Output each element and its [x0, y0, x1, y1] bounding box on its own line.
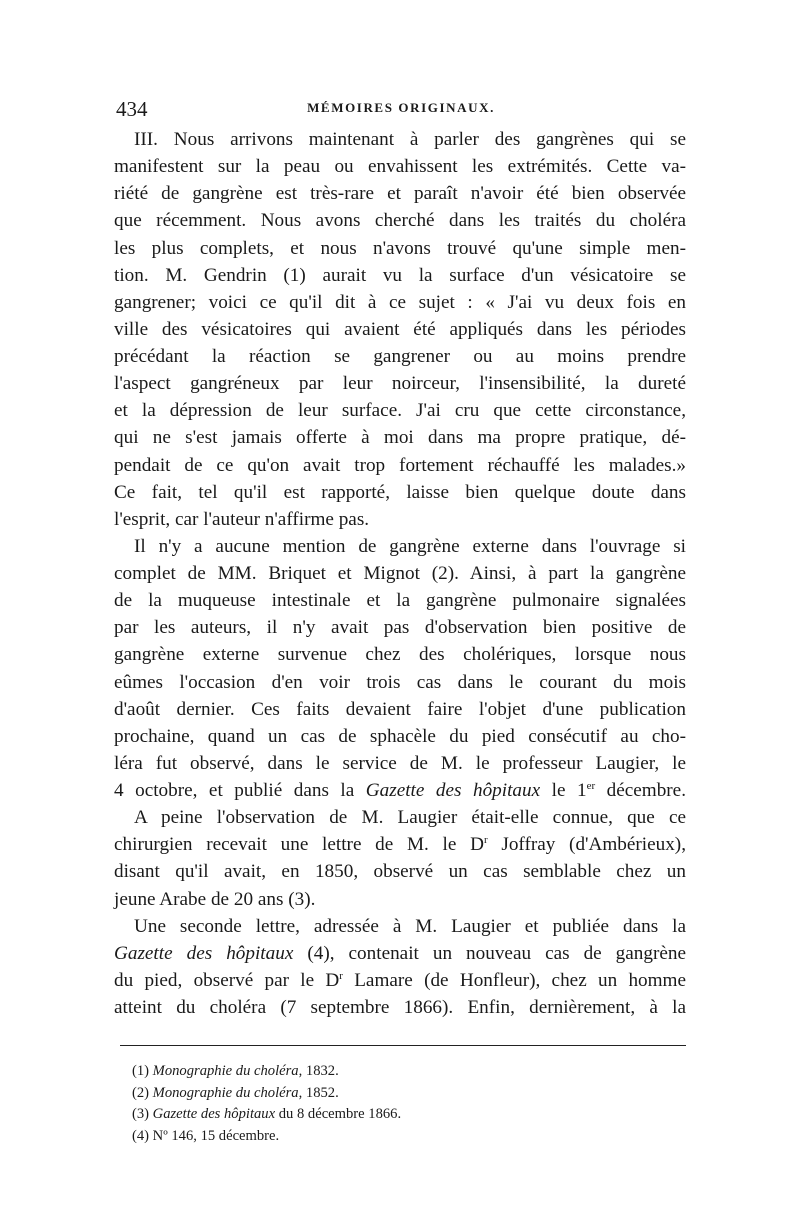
- footnote-title: Monographie du choléra: [152, 1063, 299, 1079]
- text-run: 4 octobre, et publié dans la: [114, 780, 366, 801]
- footnote-title: Monographie du choléra: [152, 1084, 299, 1101]
- superscript: r: [483, 834, 488, 847]
- text-line: que récemment. Nous avons cherché dans les traités du choléra: [114, 210, 686, 232]
- text-run: le 1: [540, 780, 587, 801]
- text-run: chirurgien recevait une lettre de M. le D: [114, 834, 484, 856]
- text-line: atteint du choléra (7 septembre 1866). Enfin, dernièrement, à la: [114, 997, 686, 1018]
- page-header: [116, 97, 686, 121]
- text-line: III. Nous arrivons maintenant à parler des gangrènes qui se: [134, 129, 686, 150]
- superscript: er: [586, 780, 596, 792]
- footnote: [132, 1083, 652, 1105]
- text-line: ville des vésicatoires qui avaient été appliqués dans les périodes: [114, 318, 686, 340]
- footnote-title: Gazette des hôpitaux: [152, 1106, 276, 1122]
- text-line: disant qu'il avait, en 1850, observé un cas semblable chez un: [114, 861, 686, 883]
- text-line: eûmes l'occasion d'en voir trois cas dans le courant du mois: [114, 671, 686, 693]
- footnote-detail: , 1832.: [298, 1063, 339, 1079]
- journal-title: Gazette des hôpitaux: [365, 780, 541, 801]
- text-run: du pied, observé par le D: [114, 969, 340, 991]
- text-line: jeune Arabe de 20 ans (3).: [114, 888, 316, 910]
- footnote-rule: [120, 1045, 686, 1046]
- footnote-detail: du 8 décembre 1866.: [275, 1106, 402, 1122]
- text-line: qui ne s'est jamais offerte à moi dans ma propre pratique, dé-: [114, 427, 686, 449]
- footnote: [132, 1061, 652, 1083]
- text-line: de la muqueuse intestinale et la gangrène pulmonaire signalées: [114, 590, 686, 612]
- text-line: par les auteurs, il n'y avait pas d'observation bien positive de: [114, 617, 686, 639]
- journal-title: Gazette des hôpitaux: [114, 942, 294, 964]
- text-line: les plus complets, et nous n'avons trouvé qu'une simple men-: [114, 237, 686, 259]
- footnote-marker: (3): [132, 1106, 153, 1122]
- text-line: pendait de ce qu'on avait trop fortement réchauffé les malades.»: [114, 454, 686, 476]
- footnote-marker: (1): [132, 1063, 153, 1079]
- text-line: [114, 967, 686, 994]
- text-line: précédant la réaction se gangrener ou au moins prendre: [114, 346, 686, 367]
- text-line: riété de gangrène est très-rare et paraît n'avoir été bien observée: [114, 183, 686, 205]
- text-line: Une seconde lettre, adressée à M. Laugier et publiée dans la: [134, 915, 686, 937]
- running-title: MÉMOIRES ORIGINAUX.: [307, 100, 495, 115]
- text-line: [114, 940, 686, 967]
- text-line: d'août dernier. Ces faits devaient faire l'objet d'une publication: [114, 698, 686, 720]
- footnotes: [132, 1061, 652, 1147]
- text-line: [114, 777, 686, 804]
- text-line: [114, 831, 686, 858]
- text-line: Il n'y a aucune mention de gangrène externe dans l'ouvrage si: [134, 535, 686, 557]
- text-line: l'esprit, car l'auteur n'affirme pas.: [114, 508, 370, 530]
- text-line: prochaine, quand un cas de sphacèle du pied consécutif au cho-: [114, 725, 686, 747]
- text-line: manifestent sur la peau ou envahissent les extrémités. Cette va-: [114, 156, 686, 178]
- text-line: gangrène externe survenue chez des cholériques, lorsque nous: [114, 644, 686, 666]
- text-run: (4), contenait un nouveau cas de gangrène: [293, 942, 687, 964]
- footnote: (4) Nº 146, 15 décembre.: [132, 1127, 280, 1144]
- text-line: A peine l'observation de M. Laugier était-elle connue, que ce: [134, 807, 686, 829]
- text-line: tion. M. Gendrin (1) aurait vu la surface d'un vésicatoire se: [114, 264, 686, 286]
- body-text: [114, 126, 686, 1021]
- text-run: Joffray (d'Ambérieux),: [487, 834, 686, 856]
- text-run: décembre.: [595, 780, 686, 801]
- text-line: gangrener; voici ce qu'il dit à ce sujet : « J'ai vu deux fois en: [114, 291, 686, 313]
- text-line: complet de MM. Briquet et Mignot (2). Ainsi, à part la gangrène: [114, 563, 686, 584]
- text-run: Lamare (de Honfleur), chez un homme: [342, 969, 686, 991]
- text-line: et la dépression de leur surface. J'ai cru que cette circonstance,: [114, 400, 686, 422]
- page-number: 434: [116, 97, 148, 121]
- footnote: [132, 1104, 652, 1126]
- text-line: léra fut observé, dans le service de M. le professeur Laugier, le: [114, 752, 686, 774]
- footnote-marker: (2): [132, 1084, 153, 1101]
- text-line: Ce fait, tel qu'il est rapporté, laisse bien quelque doute dans: [114, 481, 686, 503]
- text-line: l'aspect gangréneux par leur noirceur, l'insensibilité, la dureté: [114, 373, 686, 395]
- superscript: r: [339, 969, 343, 982]
- footnote-detail: , 1852.: [298, 1084, 339, 1101]
